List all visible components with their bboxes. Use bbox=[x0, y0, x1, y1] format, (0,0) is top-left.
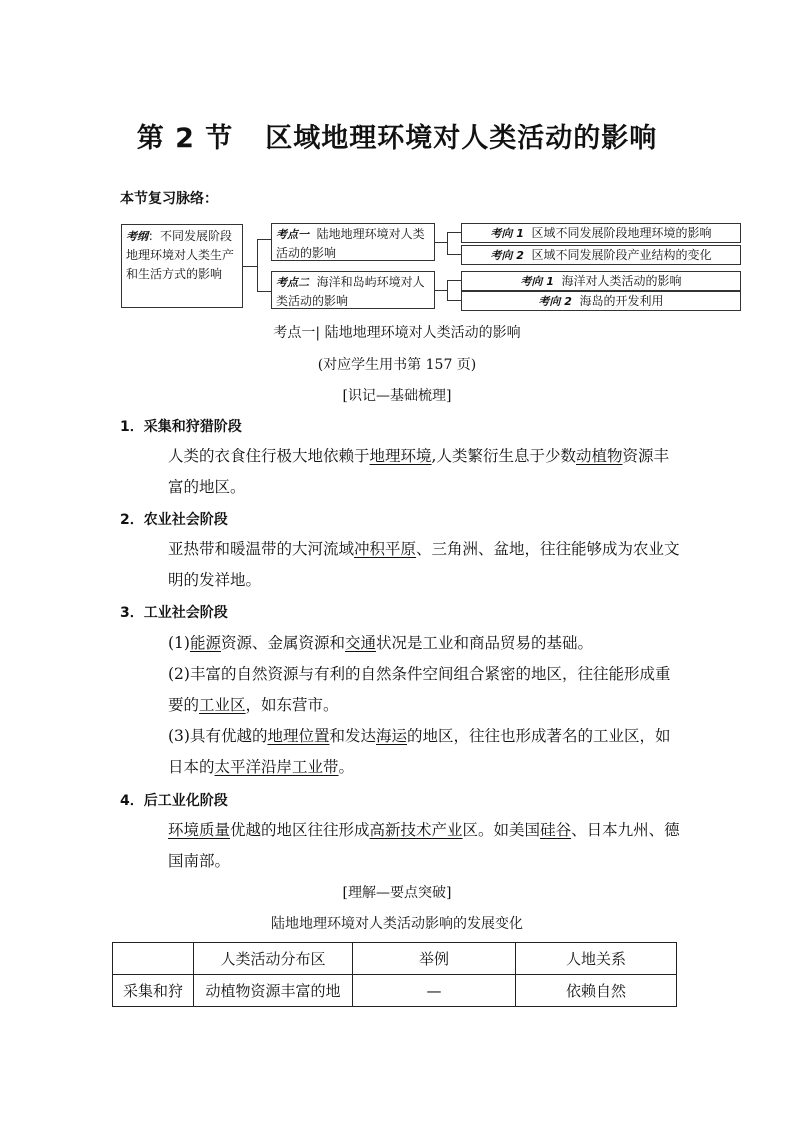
section-heading-4: 4．后工业化阶段 bbox=[120, 793, 228, 809]
table-header-row bbox=[113, 943, 677, 975]
table-header-cell: 人类活动分布区 bbox=[194, 943, 353, 975]
page-reference: (对应学生用书第 157 页) bbox=[317, 357, 477, 373]
mindmap-node-2: 考点二 海洋和岛屿环境对人类活动的影响 bbox=[271, 271, 435, 309]
table-header-cell: 举例 bbox=[353, 943, 516, 975]
mindmap-leaf-2-1: 考向 1 海洋对人类活动的影响 bbox=[461, 271, 741, 291]
page-title bbox=[0, 116, 794, 155]
table-cell: 动植物资源丰富的地 bbox=[194, 975, 353, 1007]
mindmap-leaf-2-2: 考向 2 海岛的开发利用 bbox=[461, 291, 741, 311]
section-3-paragraph-1: (1)能源资源、金属资源和交通状况是工业和商品贸易的基础。 bbox=[168, 634, 594, 652]
development-table bbox=[112, 942, 677, 1007]
section-1-paragraph: 人类的衣食住行极大地依赖于地理环境,人类繁衍生息于少数动植物资源丰富的地区。 bbox=[168, 447, 669, 496]
mindmap-node-1: 考点一 陆地地理环境对人类活动的影响 bbox=[271, 223, 435, 261]
table-header-cell: 人地关系 bbox=[516, 943, 677, 975]
section-2-paragraph: 亚热带和暖温带的大河流域冲积平原、三角洲、盆地，往往能够成为农业文明的发祥地。 bbox=[168, 540, 680, 589]
table-cell: 依赖自然 bbox=[516, 975, 677, 1007]
subhead-understand: [理解—要点突破] bbox=[342, 885, 452, 901]
section-heading-1: 1．采集和狩猎阶段 bbox=[120, 419, 242, 435]
table-cell: 采集和狩 bbox=[113, 975, 194, 1007]
kaodian-heading: 考点一| 陆地地理环境对人类活动的影响 bbox=[273, 325, 521, 341]
mindmap-leaf-1-1: 考向 1 区域不同发展阶段地理环境的影响 bbox=[461, 223, 741, 243]
table-title: 陆地地理环境对人类活动影响的发展变化 bbox=[271, 916, 523, 932]
section-heading-3: 3．工业社会阶段 bbox=[120, 605, 228, 621]
subhead-memory: [识记—基础梳理] bbox=[342, 388, 452, 404]
mindmap-root: 考纲：不同发展阶段地理环境对人类生产和生活方式的影响 bbox=[121, 224, 243, 308]
section-3-paragraph-2: (2)丰富的自然资源与有利的自然条件空间组合紧密的地区，往往能形成重要的工业区，如东营市。 bbox=[168, 665, 671, 714]
section-number: 第 2 节 bbox=[136, 123, 234, 154]
section-title: 区域地理环境对人类活动的影响 bbox=[265, 123, 658, 154]
table-row bbox=[113, 975, 677, 1007]
section-heading-2: 2．农业社会阶段 bbox=[120, 512, 228, 528]
table-header-cell bbox=[113, 943, 194, 975]
section-4-paragraph: 环境质量优越的地区往往形成高新技术产业区。如美国硅谷、日本九州、德国南部。 bbox=[168, 821, 680, 870]
table-cell: — bbox=[353, 975, 516, 1007]
review-outline-label: 本节复习脉络： bbox=[120, 191, 218, 207]
section-3-paragraph-3: (3)具有优越的地理位置和发达海运的地区，往往也形成著名的工业区，如日本的太平洋沿岸工业带。 bbox=[168, 727, 671, 776]
mindmap-leaf-1-2: 考向 2 区域不同发展阶段产业结构的变化 bbox=[461, 245, 741, 265]
